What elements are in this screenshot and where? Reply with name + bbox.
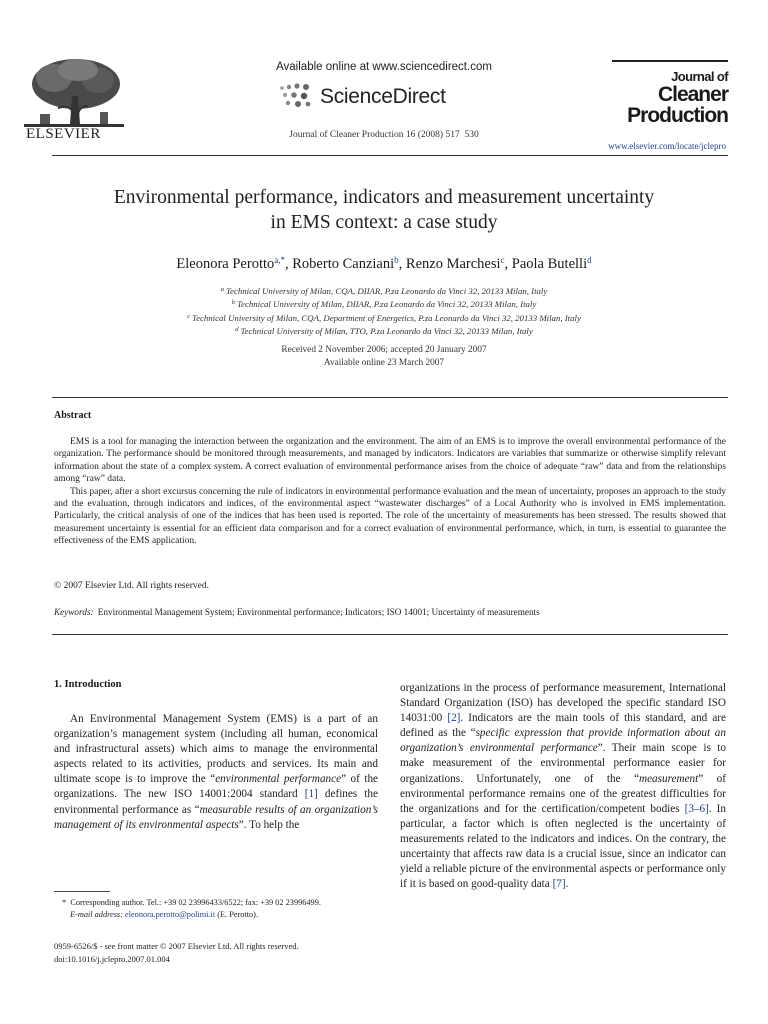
affiliation-text: Technical University of Milan, CQA, Department of Energetics, P.za Leonardo da Vinci 32, 20133 Milan, Italy <box>191 312 581 323</box>
journal-logo-bar <box>612 60 728 62</box>
body-text: An Environmental Management System (EMS) is a part of an organization’s management system (including all human, economical and infrastructural assets) which aims to manage the environmental aspects related to its activities, products and services. Its main and ultimate scope is to improve the “ <box>54 713 378 786</box>
affiliation-key: d <box>235 325 239 333</box>
journal-logo-line3: Production <box>627 104 728 127</box>
body-text-italic: measurable results of an organization’s management of its environmental aspects <box>54 803 378 831</box>
available-online-date: Available online 23 March 2007 <box>323 357 445 368</box>
abstract-copyright: © 2007 Elsevier Ltd. All rights reserved. <box>54 581 209 591</box>
abstract-heading: Abstract <box>54 410 92 421</box>
intro-paragraph <box>54 712 378 833</box>
email-suffix: (E. Perotto). <box>215 910 259 920</box>
body-text: ”. Their main scope is to make measurement of the environmental performance easier for organizations. Unfortunately, one of the “ <box>400 742 726 785</box>
sciencedirect-logo[interactable] <box>276 80 446 114</box>
available-online-text: Available online at www.sciencedirect.com <box>276 61 492 73</box>
author-affiliation-marker[interactable]: c <box>500 255 505 265</box>
affiliation-key: c <box>187 312 190 320</box>
affiliation-list <box>0 284 768 337</box>
body-text: ” of the organizations. The new ISO 14001:2004 standard <box>54 773 379 801</box>
affiliation-text: Technical University of Milan, TTO, P.za Leonardo da Vinci 32, 20133 Milan, Italy <box>240 325 533 336</box>
author-affiliation-marker[interactable]: a,* <box>274 255 286 265</box>
body-text-italic: environmental performance <box>215 773 342 786</box>
sciencedirect-dots-icon <box>276 82 316 112</box>
abstract-top-divider <box>52 397 728 398</box>
footnote-marker: * <box>62 898 67 907</box>
affiliation-text: Technical University of Milan, CQA, DIIAR, P.za Leonardo da Vinci 32, 20133 Milan, Italy <box>225 286 548 296</box>
sciencedirect-wordmark: ScienceDirect <box>320 85 446 108</box>
journal-logo-line2: Cleaner <box>657 83 728 106</box>
affiliation-key: b <box>231 299 235 307</box>
author-name[interactable]: Roberto Canziani <box>292 256 395 272</box>
journal-logo-line1: Journal of <box>671 69 728 84</box>
section-heading: 1. Introduction <box>54 679 122 690</box>
citation-link[interactable]: [1] <box>304 788 318 801</box>
affiliation-item <box>0 297 768 310</box>
corresponding-author-note <box>54 897 384 909</box>
abstract-body <box>54 436 726 548</box>
author-name[interactable]: Eleonora Perotto <box>176 256 275 272</box>
body-text-italic: specific expression that provide information about an organization’s environmental performance <box>400 727 726 755</box>
body-text: organizations in the process of performance measurement, International Standard Organization (ISO) has developed the specific standard ISO 14031:00 <box>400 682 726 725</box>
email-label: E-mail address: <box>70 910 123 920</box>
author-list <box>0 255 768 273</box>
intro-left-column <box>54 712 378 833</box>
doi-line: doi:10.1016/j.jclepro.2007.01.004 <box>54 953 170 964</box>
keywords-text: Environmental Management System; Environmental performance; Indicators; ISO 14001; Uncertainty of measurements <box>97 607 540 617</box>
author-separator: , <box>398 256 406 272</box>
paper-title <box>0 185 768 235</box>
received-accepted-dates: Received 2 November 2006; accepted 20 January 2007 <box>281 345 487 355</box>
author-name[interactable]: Paola Butelli <box>511 256 588 272</box>
footnote-divider <box>54 891 110 892</box>
citation-link[interactable]: [3–6] <box>684 802 709 815</box>
body-text: . Indicators are the main tools of this standard, and are defined as the “ <box>400 712 727 740</box>
body-text: defines the environmental performance as “ <box>54 788 378 816</box>
body-text: ”. To help the <box>238 818 300 831</box>
author-separator: , <box>504 256 512 272</box>
body-text: . In particular, a factor which is often neglected is the uncertainty of measurements related to the indicators and indices. On the contrary, the uncertainty that affects raw data is a crucial issue, since an indicator can yield a reliable picture of the environmental aspects or performance only if it is based on good-quality data <box>400 802 726 891</box>
affiliation-item <box>0 284 768 297</box>
affiliation-key: a <box>220 286 224 293</box>
author-affiliation-marker[interactable]: b <box>394 255 399 265</box>
journal-url-link[interactable]: www.elsevier.com/locate/jclepro <box>608 141 726 151</box>
author-affiliation-marker[interactable]: d <box>587 255 592 265</box>
journal-reference: Journal of Cleaner Production 16 (2008) 517 530 <box>289 130 479 140</box>
citation-link[interactable]: [7] <box>552 878 566 891</box>
citation-link[interactable]: [2] <box>447 712 461 725</box>
body-text: ” of environmental performance remains one of the greatest difficulties for the organizations and for the certification/competent bodies <box>400 772 726 815</box>
body-text-italic: measurement <box>639 772 699 785</box>
intro-paragraph <box>400 681 726 892</box>
keywords-label: Keywords: <box>54 607 94 617</box>
abstract-paragraph: This paper, after a short excursus concerning the rule of indicators in environmental performance evaluation and the mean of uncertainty, proposes an approach to the study and the evaluation, through indicators and indices, of the environmental aspect “wastewater discharges” of a Local Authority who is involved in EMS implementation. Particularly, the critical analysis of one of the indices that has been used is reported. The role of the uncertainty of measurements has been stressed. The results showed that measurement uncertainty is essential for an efficient data comparison and for a correct evaluation of environmental performance, which, in turn, is essential to guarantee the effectiveness of the EMS application. <box>54 486 726 547</box>
affiliation-item <box>0 324 768 337</box>
email-note <box>54 909 384 921</box>
publisher-name: ELSEVIER <box>26 126 101 142</box>
paper-title-line2: in EMS context: a case study <box>270 212 498 233</box>
author-name[interactable]: Renzo Marchesi <box>405 256 501 272</box>
author-separator: , <box>285 256 293 272</box>
paper-title-line1: Environmental performance, indicators and measurement uncertainty <box>113 187 655 208</box>
body-text: . <box>565 878 569 891</box>
article-history <box>0 344 768 369</box>
journal-logo <box>612 60 728 126</box>
footnote <box>54 897 384 922</box>
header-divider <box>52 155 728 156</box>
email-link[interactable]: eleonora.perotto@polimi.it <box>125 910 216 920</box>
front-matter <box>54 940 299 965</box>
footnote-text: Corresponding author. Tel.: +39 02 23996433/6522; fax: +39 02 23996499. <box>70 898 321 907</box>
affiliation-item <box>0 311 768 324</box>
issn-line: 0959-6526/$ - see front matter © 2007 Elsevier Ltd. All rights reserved. <box>54 941 299 951</box>
keywords <box>54 607 540 617</box>
abstract-paragraph: EMS is a tool for managing the interaction between the organization and the environment. The aim of an EMS is to improve the overall environmental performance of the organization. The performance should be monitored through measurements, and managed by indicators. Indicators are variables that summarize or otherwise simplify relevant information about the state of a complex system. A correct evaluation of environmental performance arises from the choice of adequate “raw” data and from the relationships among “raw” data. <box>54 437 726 485</box>
intro-right-column <box>400 681 726 892</box>
affiliation-text: Technical University of Milan, DIIAR, P.za Leonardo da Vinci 32, 20133 Milan, Italy <box>236 299 537 310</box>
abstract-bottom-divider <box>52 634 728 635</box>
